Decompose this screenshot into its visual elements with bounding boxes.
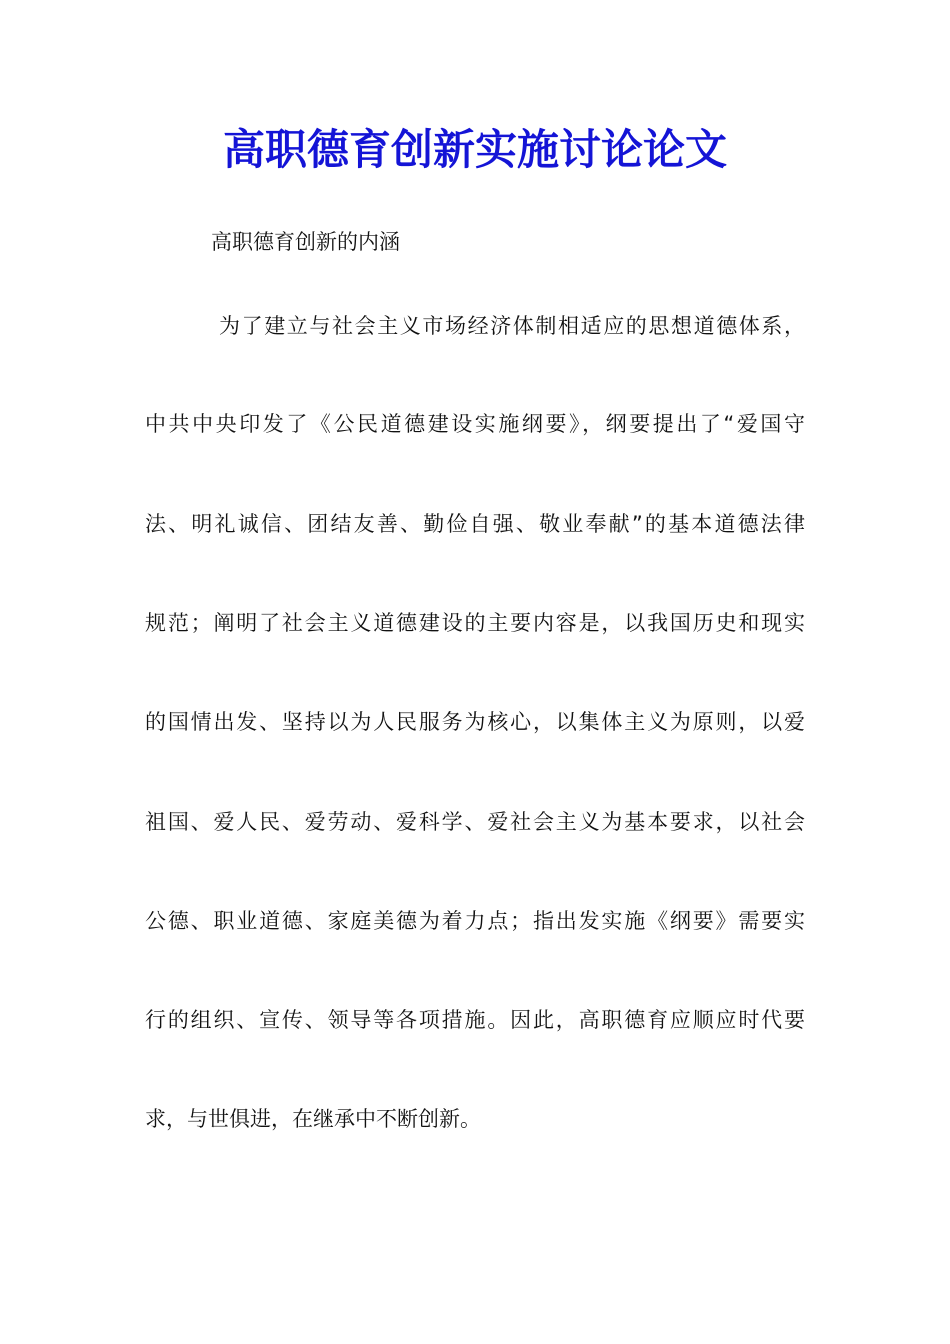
paragraph-line: 求，与世俱进，在继承中不断创新。 — [145, 1107, 481, 1131]
paragraph-line: 规范；阐明了社会主义道德建设的主要内容是，以我国历史和现实 — [145, 611, 805, 635]
paragraph-line: 法、明礼诚信、团结友善、勤俭自强、敬业奉献”的基本道德法律 — [145, 512, 805, 536]
section-heading: 高职德育创新的内涵 — [211, 230, 400, 254]
paragraph-line: 的国情出发、坚持以为人民服务为核心，以集体主义为原则，以爱 — [145, 710, 805, 734]
paragraph-line: 祖国、爱人民、爱劳动、爱科学、爱社会主义为基本要求，以社会 — [145, 810, 805, 834]
document-title: 高职德育创新实施讨论论文 — [222, 125, 727, 174]
paragraph-line: 中共中央印发了《公民道德建设实施纲要》，纲要提出了“爱国守 — [145, 412, 805, 436]
paragraph-line: 为了建立与社会主义市场经济体制相适应的思想道德体系， — [219, 314, 805, 338]
paragraph-line: 行的组织、宣传、领导等各项措施。因此，高职德育应顺应时代要 — [145, 1008, 805, 1032]
paragraph-line: 公德、职业道德、家庭美德为着力点；指出发实施《纲要》需要实 — [145, 909, 805, 933]
